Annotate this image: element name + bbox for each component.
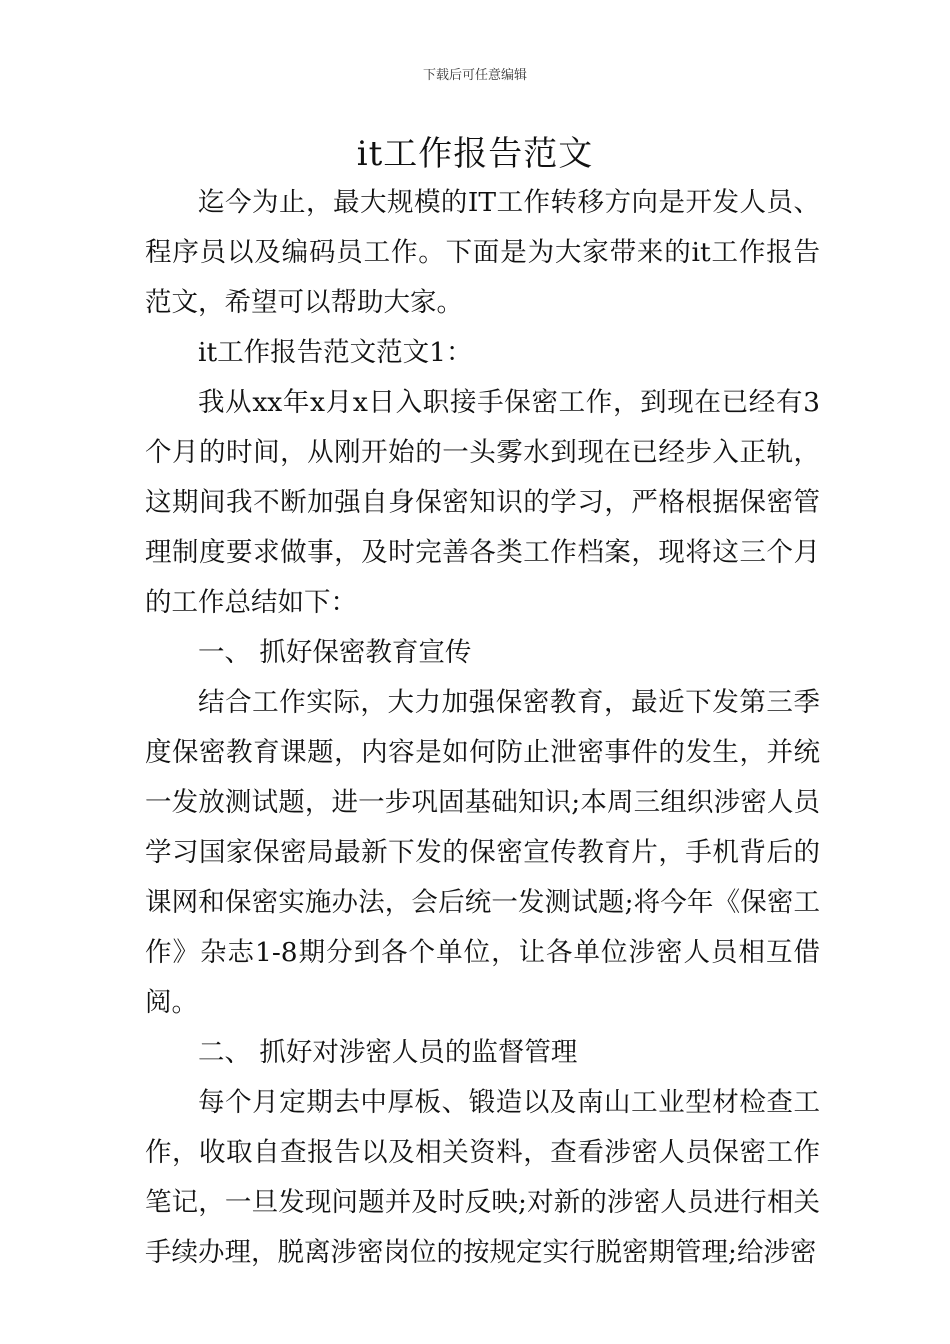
body-paragraph: 我从xx年x月x日入职接手保密工作，到现在已经有3个月的时间，从刚开始的一头雾水到现在已经步入正轨，这期间我不断加强自身保密知识的学习，严格根据保密管理制度要求做事，及时完善各类工作档案，现将这三个月的工作总结如下： <box>145 387 820 618</box>
body-paragraph: 结合工作实际，大力加强保密教育，最近下发第三季度保密教育课题，内容是如何防止泄密事件的发生，并统一发放测试题，进一步巩固基础知识;本周三组织涉密人员学习国家保密局最新下发的保密宣传教育片，手机背后的课网和保密实施办法，会后统一发测试题;将今年《保密工作》杂志1-8期分到各个单位，让各单位涉密人员相互借阅。 <box>145 687 820 1018</box>
document-title: it工作报告范文 <box>356 134 594 174</box>
section-heading-1: 一、 抓好保密教育宣传 <box>198 637 472 668</box>
document-body <box>145 178 820 1278</box>
intro-paragraph: 迄今为止，最大规模的IT工作转移方向是开发人员、程序员以及编码员工作。下面是为大家带来的it工作报告范文，希望可以帮助大家。 <box>145 187 820 318</box>
section-heading-2: 二、 抓好对涉密人员的监督管理 <box>198 1037 578 1068</box>
body-paragraph: 每个月定期去中厚板、锻造以及南山工业型材检查工作，收取自查报告以及相关资料，查看涉密人员保密工作笔记，一旦发现问题并及时反映;对新的涉密人员进行相关手续办理，脱离涉密岗位的按规定实行脱密期管理;给涉密 <box>145 1087 820 1268</box>
page-header-note: 下载后可任意编辑 <box>422 68 527 83</box>
sample-heading: it工作报告范文范文1： <box>198 337 473 368</box>
